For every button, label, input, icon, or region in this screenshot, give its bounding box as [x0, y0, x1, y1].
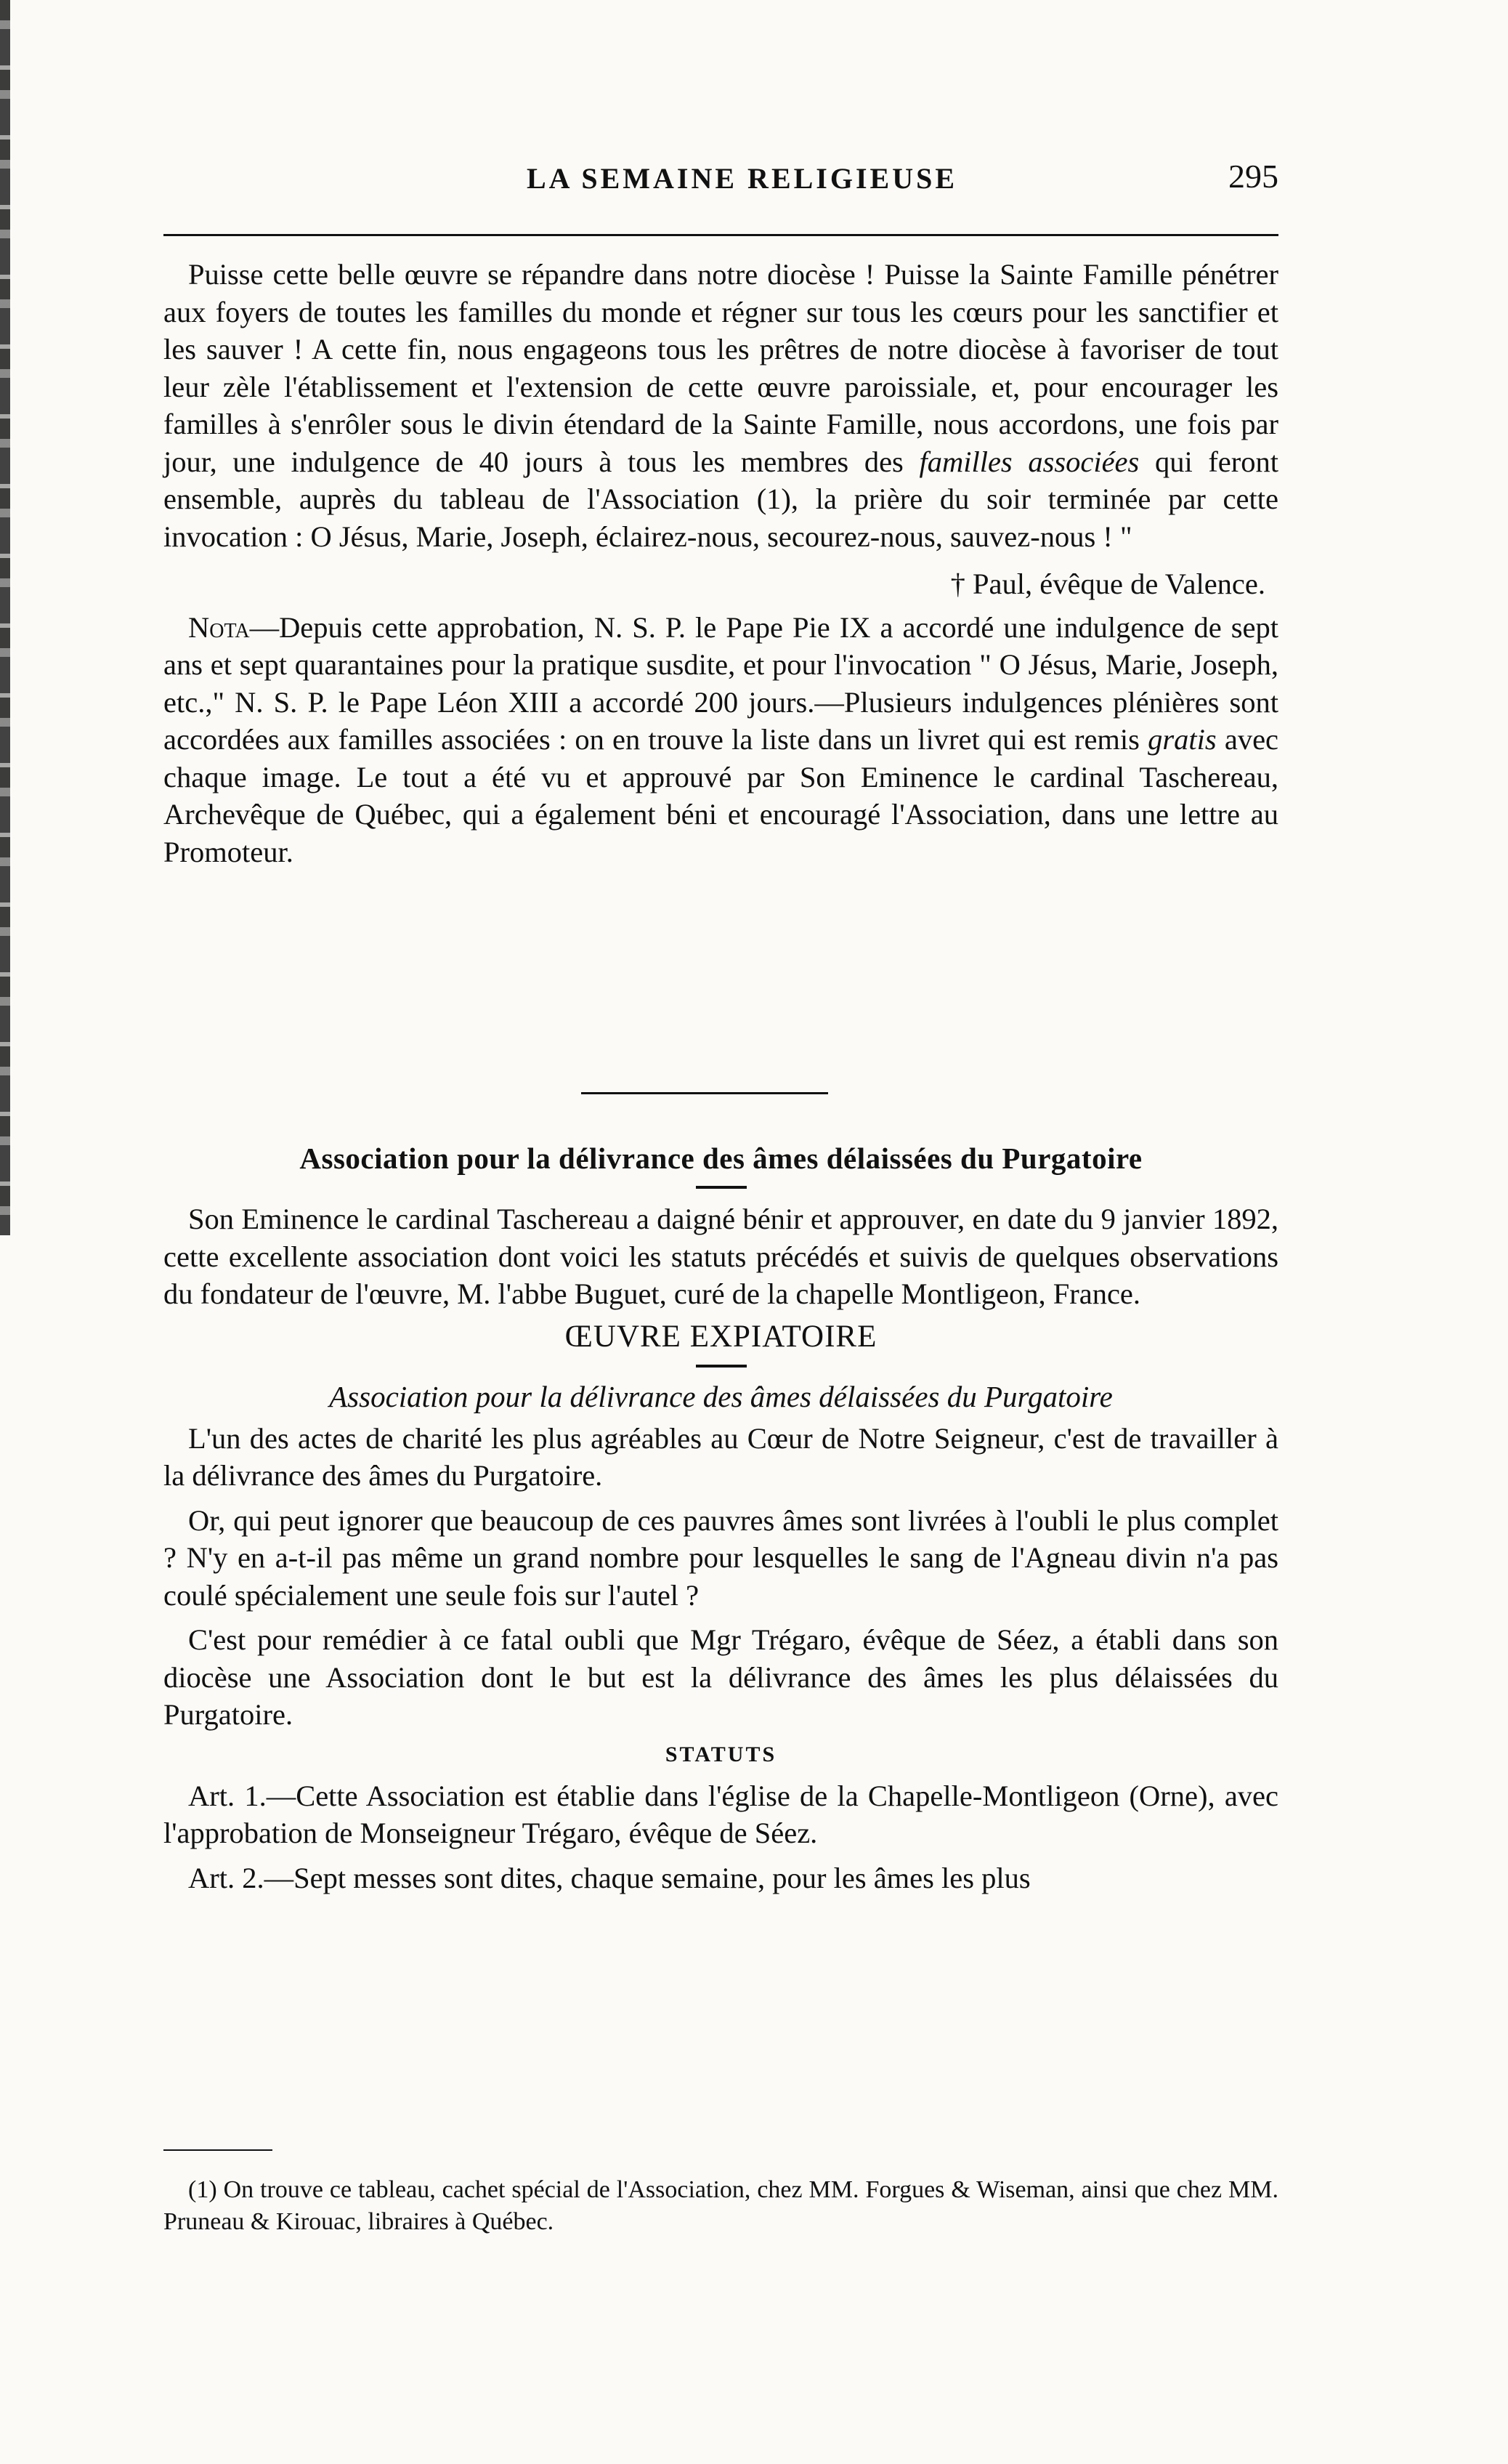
footnote: [163, 2174, 1278, 2238]
section-heading: Association pour la délivrance des âmes délaissées du Purgatoire: [299, 1142, 1143, 1175]
paragraph-nota: [163, 609, 1278, 871]
footnote-rule: [163, 2149, 272, 2151]
article-2: Art. 2.—Sept messes sont dites, chaque semaine, pour les âmes les plus: [188, 1861, 1031, 1894]
running-title: LA SEMAINE RELIGIEUSE: [527, 162, 958, 195]
statuts-heading: STATUTS: [665, 1742, 777, 1766]
page-header: [163, 153, 1278, 203]
paragraph-text-end: qui feront ensemble, auprès du tableau de l'Association (1), la prière du soir terminée par cette invocation : O Jésus, Marie, Joseph, éclairez-nous, secourez-nous, sauvez-nous ! ": [163, 445, 1279, 553]
bishop-letter-end: [163, 256, 1278, 871]
nota-label: Nota: [188, 610, 250, 644]
signature: † Paul, évêque de Valence.: [950, 567, 1265, 600]
page-number: 295: [1228, 158, 1278, 195]
nota-text: —Depuis cette approbation, N. S. P. le Pape Pie IX a accordé une indulgence de sept ans et sept quarantaines pour la pratique susdite, et pour l'invocation " O Jésus, Marie, Joseph, etc.," N. S. P. le Pape Léon XIII a accordé 200 jours.—Plusieurs indulgences plénières sont accordées aux familles associées : on en trouve la liste dans un livret qui est remis: [163, 610, 1278, 756]
association-section: [163, 1141, 1278, 1897]
association-subtitle: Association pour la délivrance des âmes délaissées du Purgatoire: [329, 1379, 1113, 1413]
paragraph-charity: L'un des actes de charité les plus agréables au Cœur de Notre Seigneur, c'est de travailler à la délivrance des âmes du Purgatoire.: [163, 1421, 1278, 1492]
nota-text-end: avec chaque image. Le tout a été vu et approuvé par Son Eminence le cardinal Taschereau, Archevêque de Québec, qui a également béni et encouragé l'Association, dans une lettre au Promoteur.: [163, 723, 1279, 868]
heading-dash: [696, 1186, 747, 1189]
italic-phrase: familles associées: [919, 445, 1140, 478]
oeuvre-title: ŒUVRE EXPIATOIRE: [564, 1319, 877, 1354]
footnote-text: (1) On trouve ce tableau, cachet spécial de l'Association, chez MM. Forgues & Wiseman, ainsi que chez MM. Pruneau & Kirouac, libraires à Québec.: [163, 2176, 1278, 2235]
header-rule: [163, 234, 1278, 236]
paragraph-foundation: C'est pour remédier à ce fatal oubli que Mgr Trégaro, évêque de Séez, a établi dans son diocèse une Association dont le but est la délivrance des âmes les plus délaissées du Purgatoire.: [163, 1623, 1278, 1731]
article-1: Art. 1.—Cette Association est établie dans l'église de la Chapelle-Montligeon (Orne), avec l'approbation de Monseigneur Trégaro, évêque de Séez.: [163, 1779, 1278, 1849]
section-separator: [581, 1092, 828, 1094]
italic-word: gratis: [1148, 723, 1217, 756]
paragraph-intro: Son Eminence le cardinal Taschereau a daigné bénir et approuver, en date du 9 janvier 1892, cette excellente association dont voici les statuts précédés et suivis de quelques observations du fondateur de l'œuvre, M. l'abbe Buguet, curé de la chapelle Montligeon, France.: [163, 1203, 1278, 1310]
paragraph-text: Puisse cette belle œuvre se répandre dans notre diocèse ! Puisse la Sainte Famille pénétrer aux foyers de toutes les familles du monde et régner sur tous les cœurs pour les sanctifier et les sauver ! A cette fin, nous engageons tous les prêtres de notre diocèse à favoriser de tout leur zèle l'établissement et l'extension de cette œuvre paroissiale, et, pour encourager les familles à s'enrôler sous le divin étendard de la Sainte Famille, nous accordons, une fois par jour, une indulgence de 40 jours à tous les membres des: [163, 258, 1278, 478]
paragraph-indulgence: [163, 256, 1278, 555]
title-dash: [696, 1365, 747, 1368]
paragraph-forgotten-souls: Or, qui peut ignorer que beaucoup de ces pauvres âmes sont livrées à l'oubli le plus complet ? N'y en a-t-il pas même un grand nombre pour lesquelles le sang de l'Agneau divin n'a pas coulé spécialement une seule fois sur l'autel ?: [163, 1503, 1278, 1612]
binding-edge: [0, 0, 10, 1235]
